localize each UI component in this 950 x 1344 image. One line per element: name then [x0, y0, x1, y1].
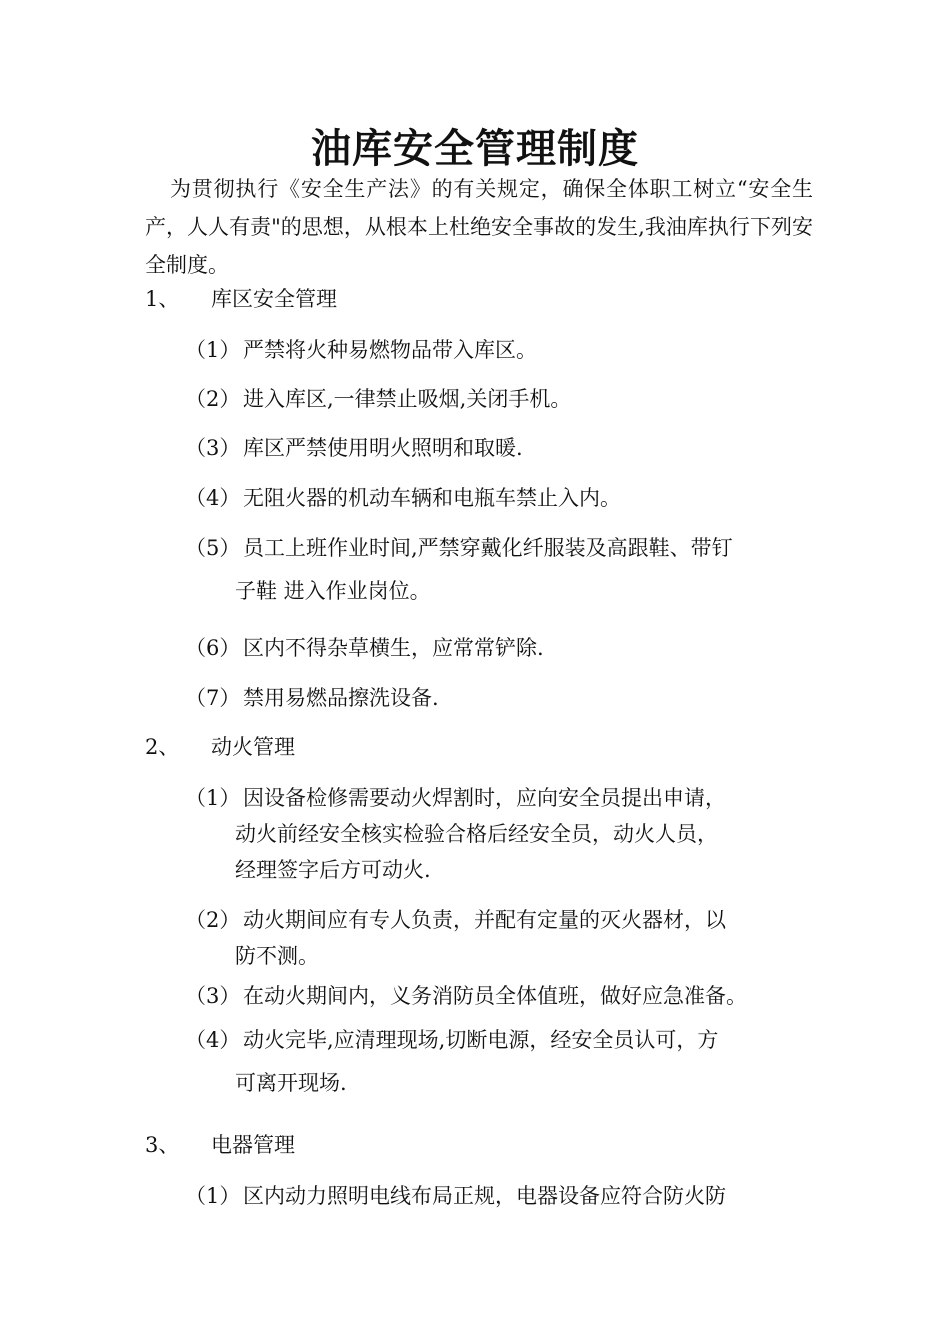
item-text: 严禁将火种易燃物品带入库区。 — [243, 338, 537, 362]
item-marker: （5） — [185, 536, 241, 560]
item-text-continued: 防不测。 — [235, 944, 319, 968]
section-2-heading — [145, 732, 295, 762]
section-number: 3、 — [145, 1133, 180, 1157]
item-marker: （7） — [185, 686, 241, 710]
section-title: 动火管理 — [211, 735, 295, 759]
item-text: 进入库区,一律禁止吸烟,关闭手机。 — [243, 387, 572, 411]
list-item — [185, 381, 810, 417]
item-marker: （6） — [185, 636, 241, 660]
list-item — [185, 902, 810, 974]
item-text: 动火期间应有专人负责，并配有定量的灭火器材，以 — [243, 908, 726, 932]
item-marker: （1） — [185, 338, 241, 362]
intro-text: 为贯彻执行《安全生产法》的有关规定，确保全体职工树立“安全生产，人人有责"的思想，从根本上杜绝安全事故的发生,我油库执行下列安全制度。 — [145, 177, 813, 277]
item-marker: （2） — [185, 387, 241, 411]
item-marker: （3） — [185, 984, 241, 1008]
item-text: 无阻火器的机动车辆和电瓶车禁止入内。 — [243, 486, 621, 510]
list-item — [185, 978, 810, 1014]
item-marker: （4） — [185, 486, 241, 510]
item-text: 库区严禁使用明火照明和取暖. — [243, 436, 523, 460]
list-item — [185, 530, 810, 616]
section-title: 库区安全管理 — [211, 287, 337, 311]
list-item — [185, 1022, 810, 1108]
item-text: 在动火期间内，义务消防员全体值班，做好应急准备。 — [243, 984, 747, 1008]
list-item — [185, 430, 810, 466]
item-marker: （2） — [185, 908, 241, 932]
item-marker: （1） — [185, 1184, 241, 1208]
item-text: 区内不得杂草横生，应常常铲除. — [243, 636, 544, 660]
section-1-heading — [145, 284, 337, 314]
list-item — [185, 630, 810, 666]
item-marker: （4） — [185, 1028, 241, 1052]
item-marker: （1） — [185, 786, 241, 810]
item-text-continued: 动火前经安全核实检验合格后经安全员，动火人员， — [235, 822, 718, 846]
list-item — [185, 780, 810, 888]
section-number: 1、 — [145, 287, 180, 311]
item-text-continued: 经理签字后方可动火. — [235, 858, 431, 882]
item-text: 员工上班作业时间,严禁穿戴化纤服装及高跟鞋、带钉 — [243, 536, 733, 560]
document-title: 油库安全管理制度 — [311, 126, 639, 172]
item-marker: （3） — [185, 436, 241, 460]
item-text: 动火完毕,应清理现场,切断电源，经安全员认可，方 — [243, 1028, 719, 1052]
section-3-heading — [145, 1130, 295, 1160]
item-text-continued: 可离开现场. — [235, 1071, 347, 1095]
item-text: 因设备检修需要动火焊割时，应向安全员提出申请， — [243, 786, 726, 810]
item-text: 区内动力照明电线布局正规，电器设备应符合防火防 — [243, 1184, 726, 1208]
section-title: 电器管理 — [211, 1133, 295, 1157]
list-item — [185, 1178, 810, 1214]
list-item — [185, 480, 810, 516]
item-text: 禁用易燃品擦洗设备. — [243, 686, 439, 710]
item-text-continued: 子鞋 进入作业岗位。 — [235, 579, 431, 603]
intro-paragraph — [145, 170, 813, 284]
section-number: 2、 — [145, 735, 180, 759]
list-item — [185, 332, 810, 368]
list-item — [185, 680, 810, 716]
